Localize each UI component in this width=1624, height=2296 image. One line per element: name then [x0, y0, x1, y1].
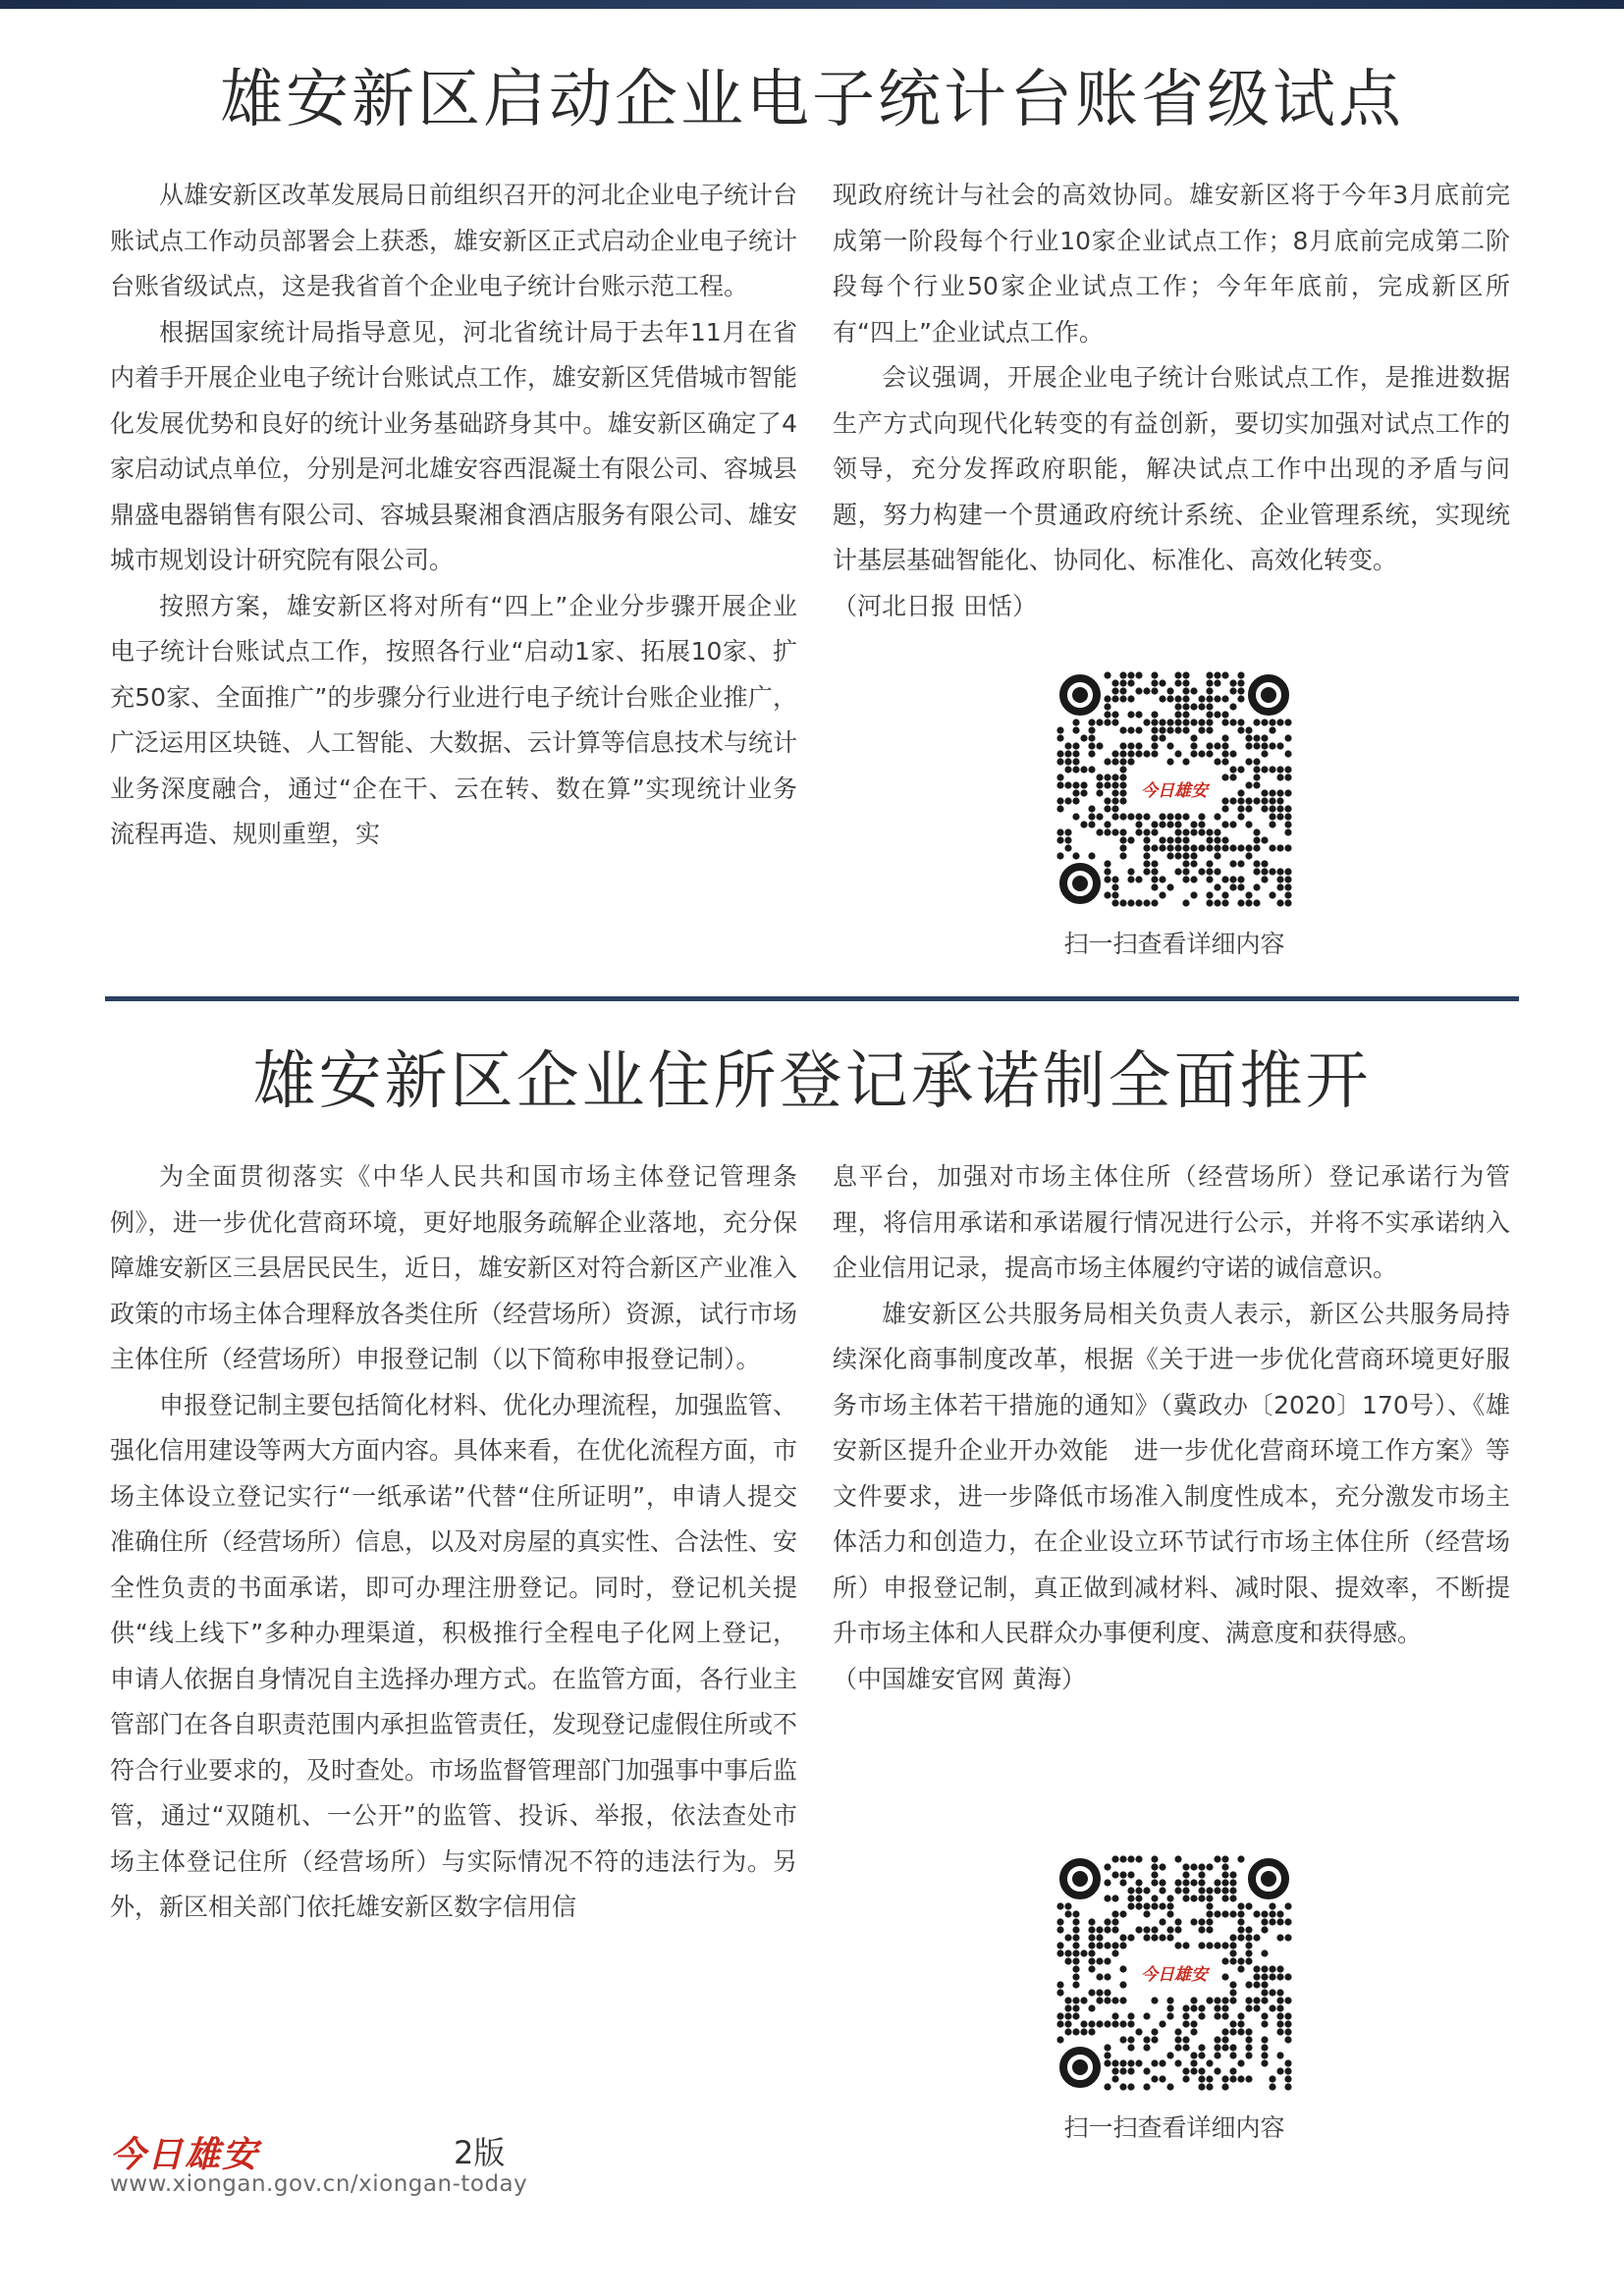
article1-left-column	[110, 173, 797, 858]
article2-continuation: 息平台，加强对市场主体住所（经营场所）登记承诺行为管理，将信用承诺和承诺履行情况进行公示，并将不实承诺纳入企业信用记录，提高市场主体履约守诺的诚信意识。	[833, 1162, 1510, 1282]
article1-right-column	[833, 173, 1510, 629]
article2-qr-caption: 扫一扫查看详细内容	[1063, 2113, 1285, 2142]
article2-right-column	[833, 1154, 1510, 1702]
article1-byline: （河北日报 田恬）	[833, 591, 1037, 620]
article2-title: 雄安新区企业住所登记承诺制全面推开	[252, 1045, 1372, 1118]
footer-url[interactable]: www.xiongan.gov.cn/xiongan-today	[110, 2171, 528, 2197]
article1-title: 雄安新区启动企业电子统计台账省级试点	[220, 64, 1404, 136]
article2-paragraph-3: 雄安新区公共服务局相关负责人表示，新区公共服务局持续深化商事制度改革，根据《关于进一步优化营商环境更好服务市场主体若干措施的通知》（冀政办〔2020〕170号）、《雄安新区提升企业开办效能 进一步优化营商环境工作方案》等文件要求，进一步降低市场准入制度性成本，充分激发市场主体活力和创造力，在企业设立环节试行市场主体住所（经营场所）申报登记制，真正做到减材料、减时限、提效率，不断提升市场主体和人民群众办事便利度、满意度和获得感。	[833, 1299, 1510, 1647]
footer-logo: 今日雄安	[110, 2134, 260, 2175]
article2-qr-block	[1056, 1855, 1292, 2144]
article1-paragraph-4: 会议强调，开展企业电子统计台账试点工作，是推进数据生产方式向现代化转变的有益创新，要切实加强对试点工作的领导，充分发挥政府职能，解决试点工作中出现的矛盾与问题，努力构建一个贯通政府统计系统、企业管理系统，实现统计基层基础智能化、协同化、标准化、高效化转变。	[833, 363, 1510, 574]
article1-paragraph-3: 按照方案，雄安新区将对所有“四上”企业分步骤开展企业电子统计台账试点工作，按照各行业“启动1家、拓展10家、扩充50家、全面推广”的步骤分行业进行电子统计台账企业推广，广泛运用区块链、人工智能、大数据、云计算等信息技术与统计业务深度融合，通过“企在干、云在转、数在算”实现统计业务流程再造、规则重塑，实	[110, 591, 798, 848]
article1-qr-code[interactable]	[1056, 671, 1292, 907]
article1-paragraph-1: 从雄安新区改革发展局日前组织召开的河北企业电子统计台账试点工作动员部署会上获悉，雄安新区正式启动企业电子统计台账省级试点，这是我省首个企业电子统计台账示范工程。	[110, 181, 798, 300]
article1-paragraph-2: 根据国家统计局指导意见，河北省统计局于去年11月在省内着手开展企业电子统计台账试点工作，雄安新区凭借城市智能化发展优势和良好的统计业务基础跻身其中。雄安新区确定了4家启动试点单位，分别是河北雄安容西混凝土有限公司、容城县鼎盛电器销售有限公司、容城县聚湘食酒店服务有限公司、雄安城市规划设计研究院有限公司。	[110, 317, 798, 574]
article2-paragraph-2: 申报登记制主要包括简化材料、优化办理流程，加强监管、强化信用建设等两大方面内容。具体来看，在优化流程方面，市场主体设立登记实行“一纸承诺”代替“住所证明”，申请人提交准确住所（经营场所）信息，以及对房屋的真实性、合法性、安全性负责的书面承诺，即可办理注册登记。同时，登记机关提供“线上线下”多种办理渠道，积极推行全程电子化网上登记，申请人依据自身情况自主选择办理方式。在监管方面，各行业主管部门在各自职责范围内承担监管责任，发现登记虚假住所或不符合行业要求的，及时查处。市场监督管理部门加强事中事后监管，通过“双随机、一公开”的监管、投诉、举报，依法查处市场主体登记住所（经营场所）与实际情况不符的违法行为。另外，新区相关部门依托雄安新区数字信用信	[110, 1390, 798, 1921]
article1-qr-label: 今日雄安	[1141, 781, 1208, 801]
article2-qr-code[interactable]	[1056, 1855, 1292, 2091]
article2-paragraph-1: 为全面贯彻落实《中华人民共和国市场主体登记管理条例》，进一步优化营商环境，更好地服务疏解企业落地，充分保障雄安新区三县居民民生，近日，雄安新区对符合新区产业准入政策的市场主体合理释放各类住所（经营场所）资源，试行市场主体住所（经营场所）申报登记制（以下简称申报登记制）。	[110, 1162, 798, 1373]
article1-qr-block	[1056, 671, 1292, 960]
article1-continuation: 现政府统计与社会的高效协同。雄安新区将于今年3月底前完成第一阶段每个行业10家企业试点工作；8月底前完成第二阶段每个行业50家企业试点工作；今年年底前，完成新区所有“四上”企业试点工作。	[833, 181, 1510, 347]
article1-qr-caption: 扫一扫查看详细内容	[1063, 930, 1285, 958]
article2-byline: （中国雄安官网 黄海）	[833, 1664, 1086, 1693]
top-color-bar	[0, 0, 1624, 9]
article2-qr-label: 今日雄安	[1141, 1965, 1208, 1985]
section-divider	[105, 996, 1519, 1001]
page-number: 2版	[454, 2134, 506, 2171]
article2-left-column	[110, 1154, 797, 1931]
